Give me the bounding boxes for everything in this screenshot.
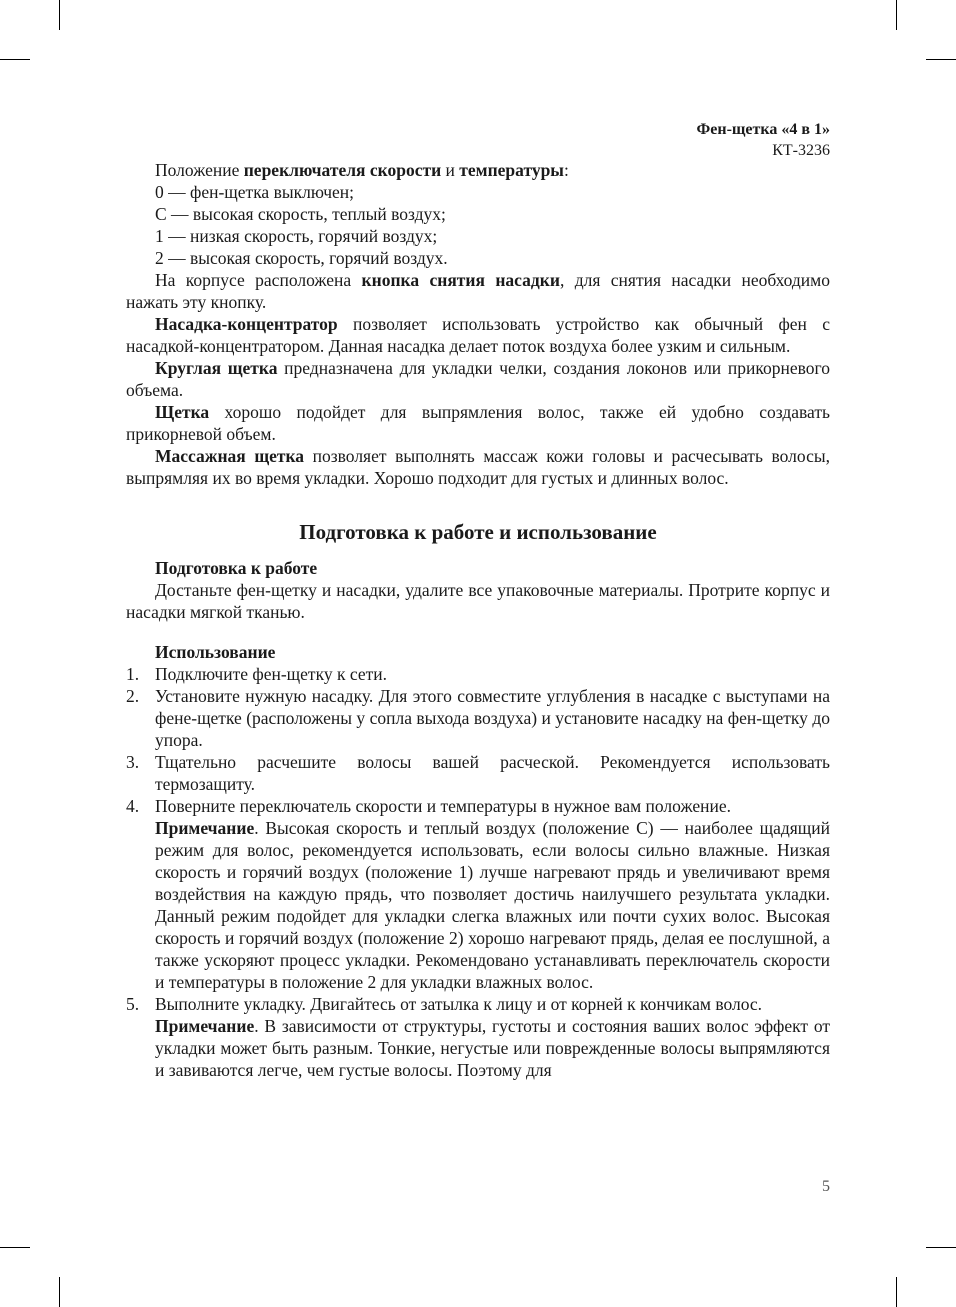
step-text: Поверните переключатель скорости и температуры в нужное вам положение.	[155, 796, 731, 816]
list-item	[126, 751, 830, 795]
text: предназначена для укладки челки, создания локонов или прикорневого объема.	[126, 358, 830, 400]
crop-mark	[0, 1247, 30, 1248]
crop-mark	[926, 1247, 956, 1248]
text: позволяет использовать устройство как обычный фен с насадкой-концентратором. Данная насадка делает поток воздуха более узким и сильным.	[126, 314, 830, 356]
crop-mark	[896, 0, 897, 30]
position-item: 0 — фен-щетка выключен;	[155, 182, 355, 202]
bold-term: кнопка снятия насадки	[361, 270, 560, 290]
bold-term: Насадка-концентратор	[155, 314, 338, 334]
text: , для снятия насадки необходимо нажать эту кнопку.	[126, 270, 830, 312]
crop-mark	[926, 59, 956, 60]
step-number: 4.	[126, 796, 140, 816]
note-text: . В зависимости от структуры, густоты и состояния ваших волос эффект от укладки может быть разным. Тонкие, негустые или поврежденные волосы выпрямляются и завиваются легче, чем густые волосы. Поэтому для	[155, 1016, 830, 1080]
list-item	[126, 663, 830, 685]
bold-term: переключателя скорости	[243, 160, 442, 180]
list-item	[126, 795, 830, 993]
step-note	[155, 1015, 830, 1081]
text: :	[563, 160, 569, 180]
text: Положение	[155, 160, 244, 180]
subsection-title-prep: Подготовка к работе	[155, 558, 318, 578]
step-number: 5.	[126, 994, 140, 1014]
crop-mark	[896, 1277, 897, 1307]
position-item: 2 — высокая скорость, горячий воздух.	[155, 248, 448, 268]
step-number: 3.	[126, 752, 140, 772]
crop-mark	[0, 59, 30, 60]
text: позволяет выполнять массаж кожи головы и расчесывать волосы, выпрямляя их во время укладки. Хорошо подходит для густых и длинных волос.	[126, 446, 830, 488]
speed-switch-paragraph	[126, 159, 830, 181]
step-text: Тщательно расчешите волосы вашей расческой. Рекомендуется использовать термозащиту.	[155, 752, 830, 794]
step-text: Подключите фен-щетку к сети.	[155, 664, 387, 684]
page-number: 5	[822, 1178, 830, 1195]
page-content	[126, 159, 830, 1081]
round-brush-paragraph	[126, 357, 830, 401]
step-text: Установите нужную насадку. Для этого совместите углубления в насадке с выступами на фене-щетке (расположены у сопла выхода воздуха) и установите насадку на фен-щетку до упора.	[155, 686, 830, 750]
note-text: . Высокая скорость и теплый воздух (положение С) — наиболее щадящий режим для волос, рекомендуется использовать, если волосы сильно влажные. Низкая скорость и горячий воздух (положение 1) лучше нагревают прядь и увеличивают время воздействия на каждую прядь, что позволяет достичь наилучшего результата укладки. Данный режим подойдет для укладки слегка влажных или почти сухих волос. Высокая скорость и горячий воздух (положение 2) хорошо нагревают прядь, делая ее послушной, а также ускоряют процесс укладки. Рекомендовано устанавливать переключатель скорости и температуры в положение 2 для укладки влажных волос.	[155, 818, 830, 992]
note-label: Примечание	[155, 1016, 255, 1036]
product-model: КТ-3236	[772, 142, 830, 159]
running-header	[697, 119, 830, 161]
bold-term: Массажная щетка	[155, 446, 305, 466]
release-button-paragraph	[126, 269, 830, 313]
bold-term: Щетка	[155, 402, 210, 422]
subsection-title-use: Использование	[155, 642, 276, 662]
text: хорошо подойдет для выпрямления волос, также ей удобно создавать прикорневой объем.	[126, 402, 830, 444]
brush-paragraph	[126, 401, 830, 445]
step-text: Выполните укладку. Двигайтесь от затылка к лицу и от корней к кончикам волос.	[155, 994, 763, 1014]
crop-mark	[59, 0, 60, 30]
prep-paragraph: Достаньте фен-щетку и насадки, удалите все упаковочные материалы. Протрите корпус и насадки мягкой тканью.	[126, 580, 830, 622]
product-title: Фен-щетка «4 в 1»	[696, 121, 830, 138]
text: и	[441, 160, 460, 180]
step-note	[155, 817, 830, 993]
position-item: С — высокая скорость, теплый воздух;	[155, 204, 446, 224]
concentrator-paragraph	[126, 313, 830, 357]
crop-mark	[59, 1277, 60, 1307]
list-item	[126, 993, 830, 1081]
step-number: 2.	[126, 686, 140, 706]
bold-term: температуры	[459, 160, 564, 180]
text: На корпусе расположена	[155, 270, 362, 290]
bold-term: Круглая щетка	[155, 358, 278, 378]
position-item: 1 — низкая скорость, горячий воздух;	[155, 226, 438, 246]
step-number: 1.	[126, 664, 140, 684]
list-item	[126, 685, 830, 751]
section-title: Подготовка к работе и использование	[299, 520, 657, 544]
note-label: Примечание	[155, 818, 255, 838]
massage-brush-paragraph	[126, 445, 830, 489]
usage-steps-list	[126, 663, 830, 1081]
